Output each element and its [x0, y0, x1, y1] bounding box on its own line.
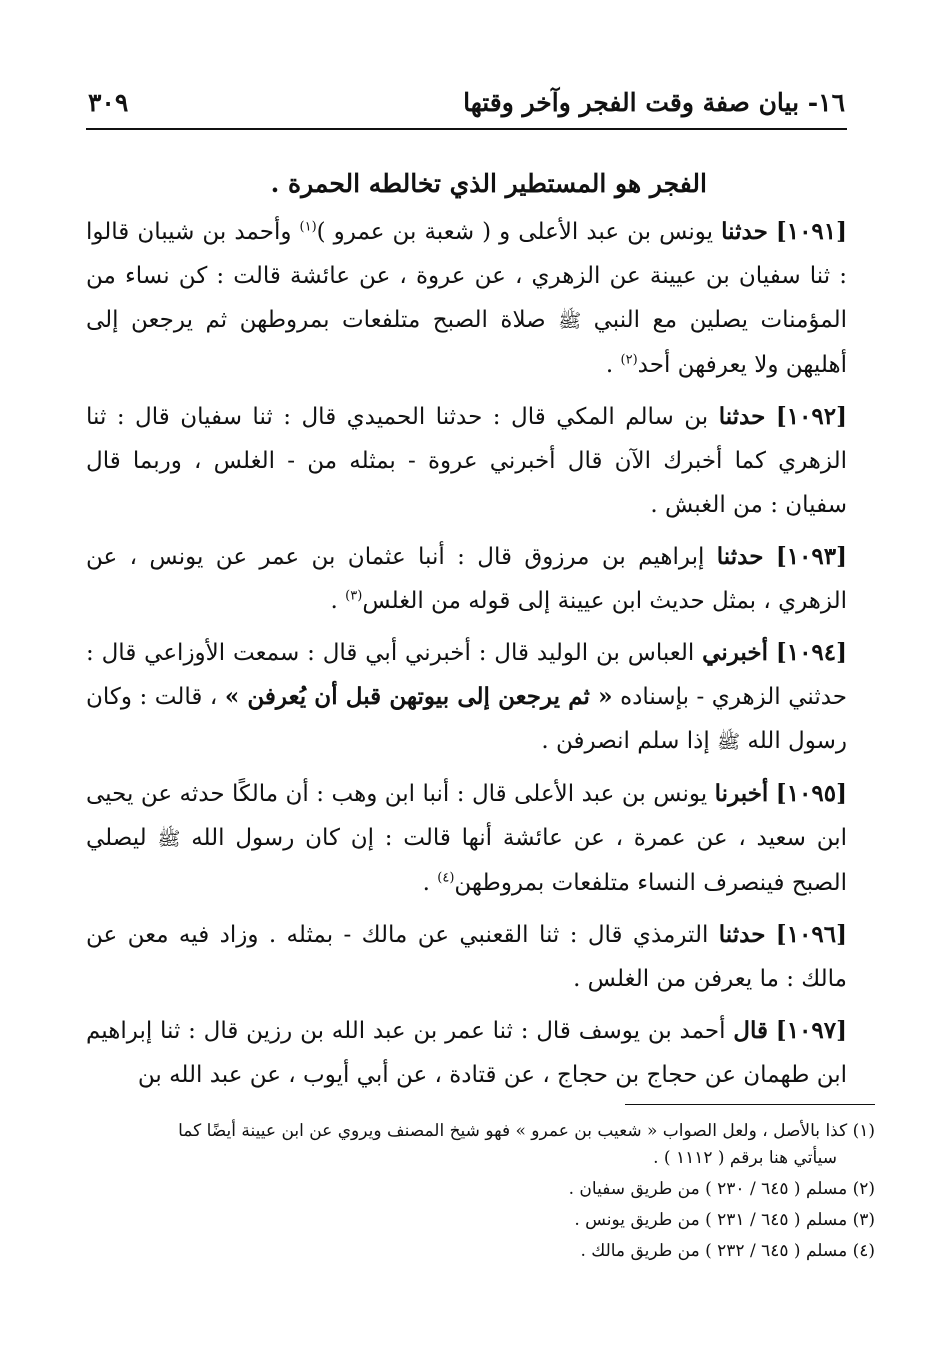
- footnotes: [86, 1118, 875, 1269]
- hadith-text: يونس بن عبد الأعلى و ( شعبة بن عمرو ): [316, 219, 714, 245]
- salawat-glyph: ﷺ: [717, 731, 741, 753]
- footnote-text: (١) كذا بالأصل ، ولعل الصواب « شعيب بن عمرو » فهو شيخ المصنف ويروي عن ابن عيينة أيضًا كما: [178, 1121, 875, 1141]
- intro-line: الفجر هو المستطير الذي تخالطه الحمرة .: [270, 169, 707, 198]
- narration-keyword: حدثنا: [718, 921, 766, 948]
- hadith-1096: [86, 913, 847, 1001]
- chapter-title: ١٦- بيان صفة وقت الفجر وآخر وقتها: [463, 87, 845, 117]
- hadith-number: [١٠٩٥]: [775, 780, 847, 807]
- footnote-ref: (٢): [620, 352, 638, 368]
- hadith-text: صلاة الصبح متلفعات بمروطهن ثم يرجعن إلى أهليهن ولا يعرفهن أحد: [86, 307, 847, 378]
- narration-keyword: حدثنا: [721, 218, 768, 245]
- hadith-text: .: [605, 352, 614, 378]
- hadith-text: وأحمد بن شيبان قالوا : ثنا سفيان بن عيينة عن الزهري ، عن عروة ، عن عائشة قالت : كن نساء من المؤمنات يصلين مع النبي: [86, 219, 847, 333]
- footnote-4: [86, 1238, 875, 1265]
- footnote-text-continued: سيأتي هنا برقم ( ١١١٢ ) .: [653, 1148, 837, 1168]
- quoted-text: « ثم يرجعن إلى بيوتهن قبل أن يُعرفن »: [224, 683, 613, 710]
- hadith-number: [١٠٩٢]: [775, 403, 848, 430]
- hadith-text: يونس بن عبد الأعلى قال : أنبا ابن وهب : أن مالكًا حدثه عن يحيى ابن سعيد ، عن عمرة ، عن عائشة أنها قالت : إن كان رسول الله: [86, 781, 848, 851]
- hadith-1091: [86, 210, 847, 387]
- hadith-text: .: [330, 588, 338, 614]
- hadith-number: [١٠٩٦]: [775, 921, 847, 948]
- narration-keyword: أخبرني: [702, 639, 768, 666]
- narration-keyword: حدثنا: [716, 543, 764, 570]
- hadith-1092: [86, 395, 847, 527]
- footnote-1: [86, 1118, 875, 1172]
- footnote-text: (٤) مسلم ( ٦٤٥ / ٢٣٢ ) من طريق مالك .: [580, 1241, 875, 1261]
- hadith-number: [١٠٩١]: [775, 218, 848, 245]
- footnote-divider: [625, 1104, 875, 1105]
- footnote-text: (٢) مسلم ( ٦٤٥ / ٢٣٠ ) من طريق سفيان .: [568, 1179, 875, 1199]
- footnote-ref: (١): [299, 219, 317, 235]
- footnote-ref: (٤): [437, 870, 455, 886]
- salawat-glyph: ﷺ: [558, 310, 582, 332]
- hadith-text: إذا سلم انصرفن .: [541, 728, 710, 754]
- footnote-text: (٣) مسلم ( ٦٤٥ / ٢٣١ ) من طريق يونس .: [574, 1210, 875, 1230]
- hadith-text: الترمذي قال : ثنا القعنبي عن مالك - بمثله . وزاد فيه معن عن مالك : ما يعرفن من الغلس .: [86, 922, 847, 992]
- footnote-3: [86, 1207, 875, 1234]
- hadith-1097: [86, 1009, 847, 1097]
- hadith-1094: [86, 631, 847, 764]
- hadith-text: ، قالت : وكان رسول الله: [86, 684, 847, 754]
- hadith-text: أحمد بن يوسف قال : ثنا عمر بن عبد الله بن رزين قال : ثنا إبراهيم ابن طهمان عن حجاج بن حجاج ، عن قتادة ، عن أبي أيوب ، عن عبد الله بن: [86, 1018, 847, 1088]
- hadith-text: العباس بن الوليد قال : أخبرني أبي قال : سمعت الأوزاعي قال : حدثني الزهري - بإسناده: [86, 640, 848, 710]
- footnote-2: [86, 1176, 875, 1203]
- header-divider: [86, 128, 847, 130]
- hadith-number: [١٠٩٣]: [775, 543, 848, 570]
- hadith-text: إبراهيم بن مرزوق قال : أنبا عثمان بن عمر عن يونس ، عن الزهري ، بمثل حديث ابن عيينة إلى قوله من الغلس: [86, 544, 847, 614]
- hadith-text: ليصلي الصبح فينصرف النساء متلفعات بمروطهن: [86, 825, 847, 896]
- page-header: [88, 80, 845, 124]
- narration-keyword: أخبرنا: [714, 780, 769, 807]
- narration-keyword: حدثنا: [718, 403, 766, 430]
- narration-keyword: قال: [733, 1017, 769, 1044]
- hadith-number: [١٠٩٤]: [775, 639, 848, 666]
- footnote-ref: (٣): [345, 588, 363, 604]
- hadith-1093: [86, 535, 847, 623]
- salawat-glyph: ﷺ: [157, 828, 181, 850]
- hadith-text: .: [422, 870, 430, 896]
- hadith-text: بن سالم المكي قال : حدثنا الحميدي قال : ثنا سفيان قال : ثنا الزهري كما أخبرك الآن قال أخبرني عروة - بمثله من - الغلس ، وربما قال سفيان : من الغبش .: [86, 404, 847, 518]
- page-number: ٣٠٩: [88, 87, 129, 117]
- main-text: [86, 160, 847, 1105]
- hadith-1095: [86, 772, 847, 905]
- hadith-number: [١٠٩٧]: [775, 1017, 847, 1044]
